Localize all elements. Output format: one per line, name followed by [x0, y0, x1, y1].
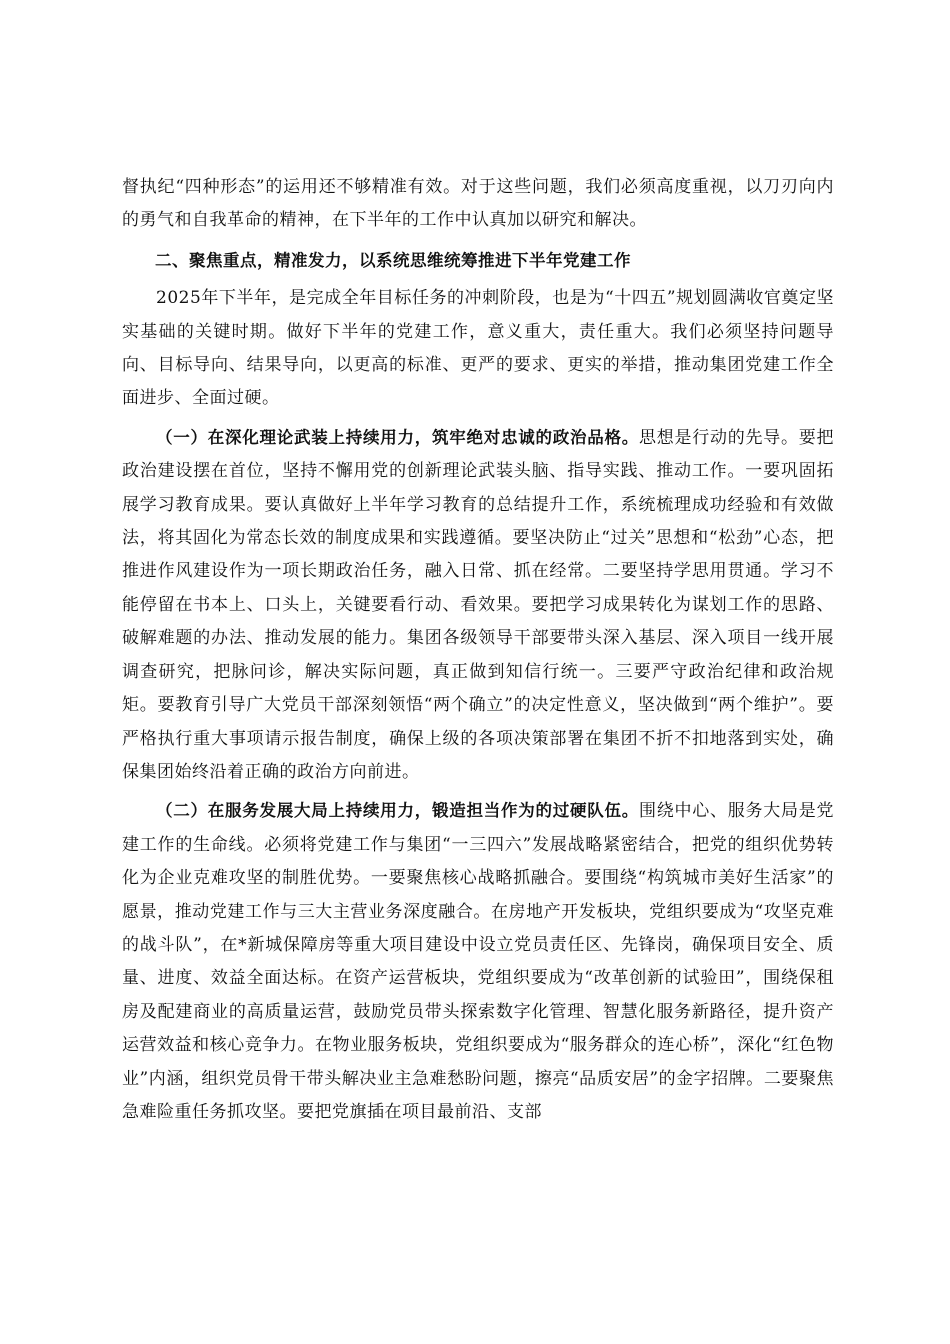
section-heading: 二、聚焦重点，精准发力，以系统思维统筹推进下半年党建工作: [155, 250, 631, 270]
document-body: [122, 171, 834, 1129]
paragraph-body-2: 围绕中心、服务大局是党建工作的生命线。必须将党建工作与集团“一三四六”发展战略紧密结合，把党的组织优势转化为企业克难攻坚的制胜优势。一要聚焦核心战略抓融合。要围绕“构筑城市美好生活家”的愿景，推动党建工作与三大主营业务深度融合。在房地产开发板块，党组织要成为“攻坚克难的战斗队”，在*新城保障房等重大项目建设中设立党员责任区、先锋岗，确保项目安全、质量、进度、效益全面达标。在资产运营板块，党组织要成为“改革创新的试验田”，围绕保租房及配建商业的高质量运营，鼓励党员带头探索数字化管理、智慧化服务新路径，提升资产运营效益和核心竞争力。在物业服务板块，党组织要成为“服务群众的连心桥”，深化“红色物业”内涵，组织党员骨干带头解决业主急难愁盼问题，擦亮“品质安居”的金字招牌。二要聚焦急难险重任务抓攻坚。要把党旗插在项目最前沿、支部: [122, 801, 834, 1122]
paragraph-lead-1: （一）在深化理论武装上持续用力，筑牢绝对忠诚的政治品格。: [156, 427, 639, 447]
paragraph-lead-2: （二）在服务发展大局上持续用力，锻造担当作为的过硬队伍。: [156, 801, 639, 821]
paragraph-intro: 2025年下半年，是完成全年目标任务的冲刺阶段，也是为“十四五”规划圆满收官奠定坚实基础的关键时期。做好下半年的党建工作，意义重大，责任重大。我们必须坚持问题导向、目标导向、结果导向，以更高的标准、更严的要求、更实的举措，推动集团党建工作全面进步、全面过硬。: [122, 288, 834, 409]
paragraph-continuation: 督执纪“四种形态”的运用还不够精准有效。对于这些问题，我们必须高度重视，以刀刃向内的勇气和自我革命的精神，在下半年的工作中认真加以研究和解决。: [122, 177, 834, 231]
paragraph-item-2: [122, 794, 834, 1129]
paragraph-item-1: [122, 421, 834, 789]
paragraph-body-1: 思想是行动的先导。要把政治建设摆在首位，坚持不懈用党的创新理论武装头脑、指导实践、推动工作。一要巩固拓展学习教育成果。要认真做好上半年学习教育的总结提升工作，系统梳理成功经验和有效做法，将其固化为常态长效的制度成果和实践遵循。要坚决防止“过关”思想和“松劲”心态，把推进作风建设作为一项长期政治任务，融入日常、抓在经常。二要坚持学思用贯通。学习不能停留在书本上、口头上，关键要看行动、看效果。要把学习成果转化为谋划工作的思路、破解难题的办法、推动发展的能力。集团各级领导干部要带头深入基层、深入项目一线开展调查研究，把脉问诊，解决实际问题，真正做到知信行统一。三要严守政治纪律和政治规矩。要教育引导广大党员干部深刻领悟“两个确立”的决定性意义，坚决做到“两个维护”。要严格执行重大事项请示报告制度，确保上级的各项决策部署在集团不折不扣地落到实处，确保集团始终沿着正确的政治方向前进。: [122, 427, 834, 782]
